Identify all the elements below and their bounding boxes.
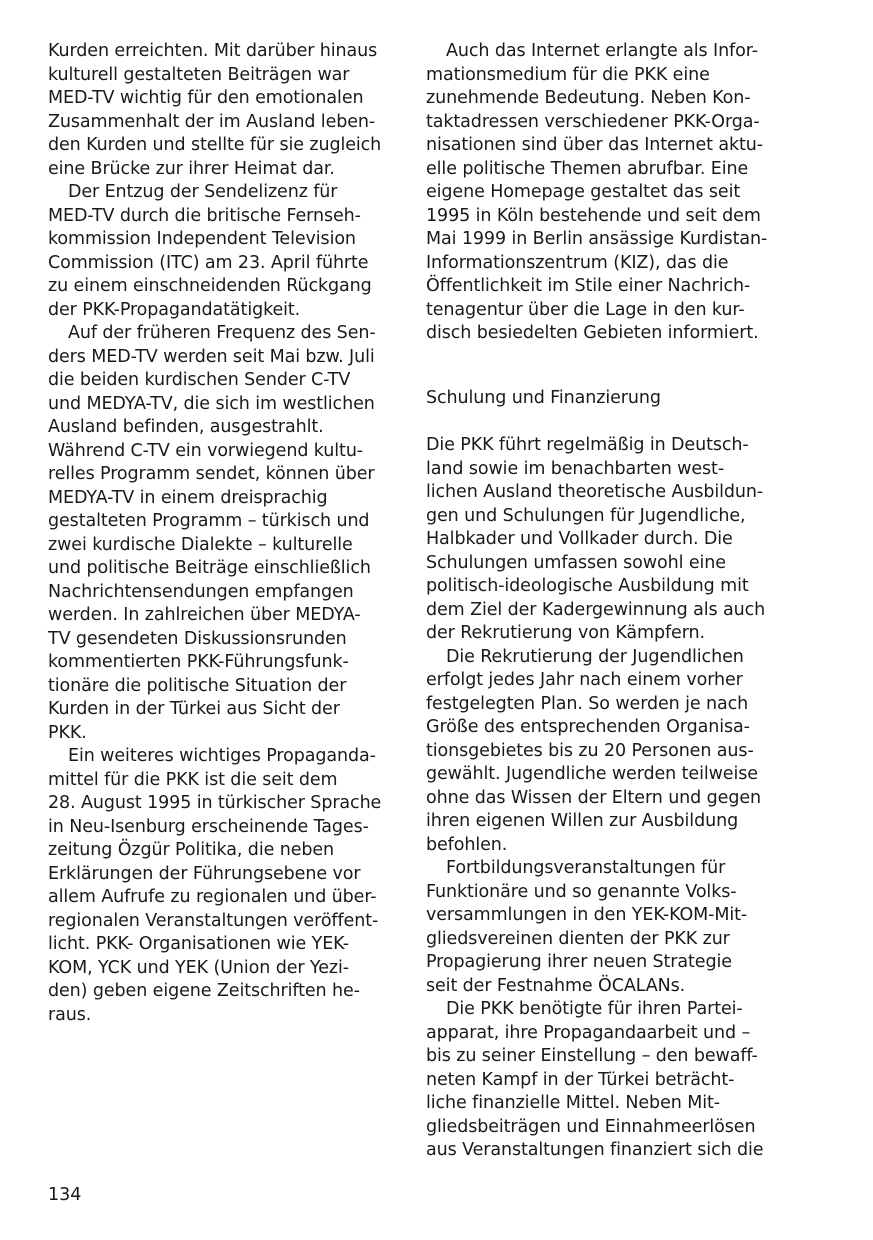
text-line: eigene Homepage gestaltet das seit xyxy=(426,182,741,202)
text-line: nisationen sind über das Internet aktu- xyxy=(426,135,763,155)
text-line: kommission Independent Television xyxy=(48,229,356,249)
text-line: 1995 in Köln bestehende und seit dem xyxy=(426,205,761,226)
left-column xyxy=(48,40,393,1027)
text-line: Die PKK benötigte für ihren Partei- xyxy=(446,999,743,1019)
text-line: allem Aufrufe zu regionalen und über- xyxy=(48,887,377,907)
text-line: Erklärungen der Führungsebene vor xyxy=(48,863,361,884)
text-line: erfolgt jedes Jahr nach einem vorher xyxy=(426,670,743,690)
text-line: Ausland befinden, ausgestrahlt. xyxy=(48,417,324,437)
right-column xyxy=(426,40,771,1163)
text-line: ohne das Wissen der Eltern und gegen xyxy=(426,787,761,808)
text-line: tionsgebietes bis zu 20 Personen aus- xyxy=(426,740,754,761)
text-line: Informationszentrum (KIZ), das die xyxy=(426,252,729,273)
text-line: KOM, YCK und YEK (Union der Yezi- xyxy=(48,957,349,978)
text-line: Der Entzug der Sendelizenz für xyxy=(68,182,338,202)
text-line: befohlen. xyxy=(426,834,508,855)
text-line: MED-TV durch die britische Fernseh- xyxy=(48,205,361,226)
text-line: Nachrichtensendungen empfangen xyxy=(48,581,354,602)
text-line: Öffentlichkeit im Stile einer Nachrich- xyxy=(426,276,751,296)
text-line: festgelegten Plan. So werden je nach xyxy=(426,693,749,714)
text-line: zwei kurdische Dialekte – kulturelle xyxy=(48,534,353,555)
text-line: und MEDYA-TV, die sich im westlichen xyxy=(48,393,375,414)
text-line: der PKK-Propagandatätigkeit. xyxy=(48,299,301,320)
text-line: lichen Ausland theoretische Ausbildun- xyxy=(426,482,764,502)
text-line: politisch-ideologische Ausbildung mit xyxy=(426,576,749,596)
text-line: Die Rekrutierung der Jugendlichen xyxy=(446,646,744,667)
text-line: mationsmedium für die PKK eine xyxy=(426,64,710,85)
text-line: werden. In zahlreichen über MEDYA- xyxy=(48,605,361,625)
text-line: licht. PKK- Organisationen wie YEK- xyxy=(48,934,349,954)
text-line: dem Ziel der Kadergewinnung als auch xyxy=(426,599,766,620)
text-line: liche finanzielle Mittel. Neben Mit- xyxy=(426,1093,720,1113)
spacer xyxy=(426,411,771,435)
text-line: tionäre die politische Situation der xyxy=(48,675,347,696)
text-line: regionalen Veranstaltungen veröffent- xyxy=(48,910,379,931)
text-line: gliedsbeiträgen und Einnahmeerlösen xyxy=(426,1116,756,1137)
text-line: Kurden erreichten. Mit darüber hinaus xyxy=(48,41,378,61)
text-line: Funktionäre und so genannte Volks- xyxy=(426,881,737,902)
spacer xyxy=(426,346,771,370)
text-line: in Neu-Isenburg erscheinende Tages- xyxy=(48,816,369,837)
text-line: versammlungen in den YEK-KOM-Mit- xyxy=(426,905,748,925)
text-line: MEDYA-TV in einem dreisprachig xyxy=(48,487,328,508)
text-line: ihren eigenen Willen zur Ausbildung xyxy=(426,811,739,831)
text-line: kommentierten PKK-Führungsfunk- xyxy=(48,652,349,672)
text-line: gen und Schulungen für Jugendliche, xyxy=(426,505,746,526)
text-line: Auch das Internet erlangte als Infor- xyxy=(446,41,758,61)
text-line: Auf der früheren Frequenz des Sen- xyxy=(68,323,376,343)
page-number: 134 xyxy=(48,1185,82,1205)
text-line: disch besiedelten Gebieten informiert. xyxy=(426,323,759,343)
text-line: den) geben eigene Zeitschriften he- xyxy=(48,981,360,1001)
text-line: PKK. xyxy=(48,722,87,743)
text-line: aus Veranstaltungen finanziert sich die xyxy=(426,1140,764,1160)
text-line: zu einem einschneidenden Rückgang xyxy=(48,276,372,296)
text-line: Größe des entsprechenden Organisa- xyxy=(426,717,750,737)
text-line: raus. xyxy=(48,1004,92,1025)
text-line: Kurden in der Türkei aus Sicht der xyxy=(48,699,340,719)
text-line: Schulungen umfassen sowohl eine xyxy=(426,552,726,573)
text-line: zeitung Özgür Politika, die neben xyxy=(48,840,335,860)
text-line: kulturell gestalteten Beiträgen war xyxy=(48,64,350,85)
text-line: den Kurden und stellte für sie zugleich xyxy=(48,135,382,155)
text-line: Commission (ITC) am 23. April führte xyxy=(48,252,369,273)
text-line: und politische Beiträge einschließlich xyxy=(48,558,371,578)
text-line: die beiden kurdischen Sender C-TV xyxy=(48,370,351,390)
section-heading: Schulung und Finanzierung xyxy=(426,388,661,408)
text-line: mittel für die PKK ist die seit dem xyxy=(48,769,338,790)
spacer xyxy=(426,369,771,387)
text-line: taktadressen verschiedener PKK-Orga- xyxy=(426,111,760,132)
text-line: tenagentur über die Lage in den kur- xyxy=(426,299,745,320)
text-line: MED-TV wichtig für den emotionalen xyxy=(48,88,364,108)
text-line: apparat, ihre Propagandaarbeit und – xyxy=(426,1022,751,1043)
text-line: elle politische Themen abrufbar. Eine xyxy=(426,158,749,179)
text-line: zunehmende Bedeutung. Neben Kon- xyxy=(426,88,751,108)
text-line: Ein weiteres wichtiges Propaganda- xyxy=(68,746,376,766)
text-line: eine Brücke zur ihrer Heimat dar. xyxy=(48,158,335,179)
text-line: bis zu seiner Einstellung – den bewaff- xyxy=(426,1046,758,1066)
text-line: Propagierung ihrer neuen Strategie xyxy=(426,952,732,972)
text-line: relles Programm sendet, können über xyxy=(48,464,375,484)
text-line: TV gesendeten Diskussionsrunden xyxy=(48,628,347,649)
text-line: gewählt. Jugendliche werden teilweise xyxy=(426,764,758,784)
text-line: land sowie im benachbarten west- xyxy=(426,458,725,479)
text-line: Mai 1999 in Berlin ansässige Kurdistan- xyxy=(426,229,768,249)
text-line: Die PKK führt regelmäßig in Deutsch- xyxy=(426,435,749,455)
text-line: Halbkader und Vollkader durch. Die xyxy=(426,529,733,549)
text-line: gestalteten Programm – türkisch und xyxy=(48,511,370,531)
text-line: gliedsvereinen dienten der PKK zur xyxy=(426,928,730,949)
text-line: Zusammenhalt der im Ausland leben- xyxy=(48,111,376,132)
text-line: seit der Festnahme ÖCALANs. xyxy=(426,975,686,996)
text-line: Während C-TV ein vorwiegend kultu- xyxy=(48,440,364,461)
text-line: 28. August 1995 in türkischer Sprache xyxy=(48,793,382,813)
text-line: der Rekrutierung von Kämpfern. xyxy=(426,623,705,643)
text-line: neten Kampf in der Türkei beträcht- xyxy=(426,1069,735,1090)
text-line: Fortbildungsveranstaltungen für xyxy=(446,858,726,878)
text-line: ders MED-TV werden seit Mai bzw. Juli xyxy=(48,346,375,367)
